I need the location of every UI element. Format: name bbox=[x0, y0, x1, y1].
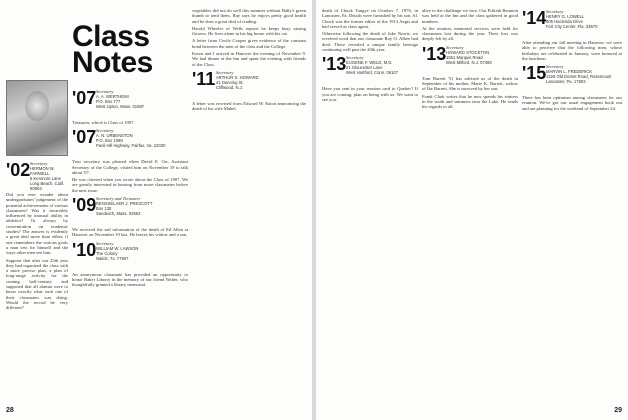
portrait-photo bbox=[6, 80, 68, 156]
note-paragraph: A letter from Cecile Cooper gives evidence of the constant bond between the men of the class and the College. bbox=[192, 38, 306, 49]
secretary-label: Secretary bbox=[446, 44, 464, 50]
address-line: 1226 Old Dorset Road, Rosemount bbox=[546, 74, 612, 80]
address-line: A. N. URBENSTON bbox=[96, 133, 133, 139]
secretary-label: Secretary and Treasurer bbox=[96, 196, 141, 202]
left-page bbox=[0, 0, 312, 420]
left-column-2 bbox=[72, 88, 188, 398]
class-year-heading bbox=[522, 63, 622, 93]
class-year-heading bbox=[322, 54, 418, 84]
secretary-label: Secretary bbox=[546, 9, 564, 14]
secretary-address bbox=[30, 161, 68, 191]
class-year: '15 bbox=[522, 63, 547, 84]
secretary-address bbox=[546, 64, 622, 84]
secretary-address bbox=[96, 128, 188, 148]
address-line: Fort City Center, Fla. 33570 bbox=[546, 24, 598, 29]
secretary-address bbox=[216, 70, 306, 90]
secretary-label: Secretary bbox=[346, 55, 364, 61]
note-paragraph: Have you sent in your reunion card to Quebec? If you are coming, plan on being with us. We want to see you. bbox=[322, 86, 418, 102]
class-year: '07 bbox=[72, 88, 97, 108]
right-column-1 bbox=[322, 8, 418, 398]
note-paragraph: At the reunion, memorial services were held for classmates lost during the year. Their loss was deeply felt by all. bbox=[422, 25, 518, 42]
class-year-heading bbox=[6, 160, 68, 190]
address-line: 41 Dunning St. bbox=[216, 79, 244, 85]
class-year-heading bbox=[72, 127, 188, 157]
class-year-heading bbox=[192, 69, 306, 99]
address-line: 21 Gloucester Lane bbox=[346, 65, 383, 71]
address-line: Cliffwood, N.J. bbox=[216, 84, 243, 90]
address-line: West Milford, N.J. 07480 bbox=[446, 59, 492, 65]
class-year-heading bbox=[72, 88, 188, 118]
page-number-left: 28 bbox=[6, 407, 14, 414]
note-paragraph: A letter was received from Edward W. Eaton announcing the death of his wife Mabel. bbox=[192, 100, 306, 112]
secretary-address bbox=[96, 89, 188, 109]
address-line: West Hartford, Conn. 06107 bbox=[346, 70, 399, 76]
class-year: '11 bbox=[192, 68, 216, 89]
note-paragraph: An anonymous classmate has provided an opportunity to honor Baker Library in the memory of our friend Walter, who thoughtfully granted a library memorial. bbox=[72, 271, 188, 288]
address-line: The Colony bbox=[96, 250, 118, 256]
address-line: EUGENE F. WELD, M.D. bbox=[346, 60, 393, 66]
secretary-label: Secretary bbox=[96, 240, 114, 246]
address-line: Paoli Hill Highway, Fairfax, Va. 22030 bbox=[96, 143, 166, 149]
left-column-1 bbox=[6, 160, 68, 398]
class-year: '13 bbox=[322, 54, 347, 75]
address-line: Lancaster, Pa. 17603 bbox=[546, 79, 586, 85]
note-paragraph: Frank Clark writes that he now spends his winters in the south and summers near the Lake. He sends his regards to all. bbox=[422, 93, 518, 110]
left-column-3 bbox=[192, 8, 306, 398]
note-paragraph: alive to the challenge we face. Our Fiftieth Reunion was held at the Inn and the class gathered in good numbers. bbox=[422, 8, 518, 24]
secretary-label: Secretary bbox=[30, 161, 48, 166]
secretary-address bbox=[446, 45, 518, 65]
note-paragraph: Otherwise following the death of Jake Norris, we received word that our classmate Roy O. Albee had died. These revealed a unique family heritage continuing well past the 20th year. bbox=[322, 31, 418, 53]
class-year-heading bbox=[72, 195, 188, 225]
class-year: '09 bbox=[72, 195, 97, 216]
address-line: 905 Hacienda Drive bbox=[546, 19, 583, 24]
address-line: 5 Kenmore Lane bbox=[30, 176, 61, 181]
note-paragraph: Treasurer, which is Class of 1907. bbox=[72, 120, 135, 125]
address-line: P.O. Box 777 bbox=[96, 99, 121, 104]
note-paragraph: We received the sad information of the death of Ed Allen at Hanover on November 19 last. He leaves his widow and a son. bbox=[72, 227, 188, 238]
secretary-label: Secretary bbox=[96, 89, 114, 94]
class-year-heading bbox=[422, 44, 518, 74]
address-line: P.O. Box 1098 bbox=[96, 138, 123, 144]
address-line: Sandwich, Mass. 02563 bbox=[96, 211, 141, 217]
address-line: WILLIAM W. LAWSON bbox=[96, 245, 139, 251]
note-paragraph: There has been optimism among classmates for our reunion. We've got our usual engagement book out and are planning for the weekend of September 24. bbox=[522, 95, 622, 111]
class-year-heading bbox=[522, 8, 622, 38]
class-year: '07 bbox=[72, 127, 97, 148]
note-paragraph: Karen and I arrived in Hanover the evening of November 9. We had dinner at the Inn and spent the evening with friends of the Class. bbox=[192, 51, 306, 67]
note-paragraph: He was cheered when you wrote about the Class of 1907. We are greatly interested in hearing from more classmates before the next issue. bbox=[72, 177, 188, 193]
secretary-label: Secretary bbox=[546, 64, 564, 70]
secretary-label: Secretary bbox=[216, 69, 234, 75]
secretary-label: Secretary bbox=[96, 128, 114, 134]
secretary-address bbox=[96, 241, 188, 261]
note-paragraph: Your secretary was pleased when David E. Orr, Assistant Secretary of the College, visited him on November 19 to talk about '07. bbox=[72, 159, 188, 175]
address-line: MARVIN L. FREDERICK bbox=[546, 69, 593, 75]
address-line: HERMON W. FARWELL bbox=[30, 166, 55, 176]
note-paragraph: After attending our fall meeting in Hanover, we were able to perceive that the following men, whose birthdays are celebrated in January, were honored at the luncheon. bbox=[522, 40, 622, 61]
section-title: Class Notes bbox=[72, 20, 153, 79]
address-line: West Upton, Mass. 01587 bbox=[96, 104, 145, 109]
class-year: '02 bbox=[6, 160, 31, 180]
right-column-2 bbox=[422, 8, 518, 398]
secretary-address bbox=[546, 9, 622, 29]
address-line: RENSSELAER J. PRESCOTT bbox=[96, 201, 153, 207]
right-page bbox=[316, 0, 628, 420]
address-line: ARTHUR S. HOWARD bbox=[216, 74, 259, 80]
right-column-3 bbox=[522, 8, 622, 398]
class-year: '14 bbox=[522, 8, 547, 28]
class-year: '10 bbox=[72, 239, 97, 260]
note-paragraph: Harold Wheeler of Wells reports he keeps busy raising flowers. He lives alone in his big house with his cat. bbox=[192, 25, 306, 37]
address-line: Natick, Tx. 77907 bbox=[96, 255, 129, 261]
note-paragraph: vegetables did not do well this summer without Bally's green thumb to tend them. Ray says he enjoys pretty good health and he does a great deal of reading. bbox=[192, 8, 306, 24]
secretary-address bbox=[96, 196, 188, 216]
note-paragraph: Suppose that after our 25th year they had organized the class with a more precise plan, a plan of long-range activity for the coming half-century and supposed that all alumni were to know exactly what each one of their classmates was doing. Would the record be very different? bbox=[6, 257, 68, 311]
address-line: A. A. WERTHEIM bbox=[96, 94, 129, 99]
secretary-address bbox=[346, 55, 418, 75]
address-line: Box 135 bbox=[96, 206, 112, 212]
note-paragraph: Did you ever wonder about undergraduates' judgement of the potential achievements of various classmates? Was it invariably influenced by unusual ability in athletics? Or always by concentration on academic studies? The answer is evidently a great deal more than either, if one remembers the various goals a man sets for himself and the ways other men see him. bbox=[6, 192, 68, 256]
class-year: '13 bbox=[422, 43, 447, 64]
note-paragraph: death of Chuck Tangye on October 7, 1976, in Lancaster, Pa. Details were furnished by his son, Al. Chuck was the former editor of the 1913 Aegis and had served as class agent. bbox=[322, 8, 418, 29]
masthead bbox=[72, 20, 192, 84]
address-line: HENRY G. LOWELL bbox=[546, 14, 585, 19]
address-line: 1551 Marquis Road bbox=[446, 54, 483, 60]
address-line: Long Beach, Calif. 90803 bbox=[30, 181, 65, 191]
page-number-right: 29 bbox=[614, 407, 622, 414]
note-paragraph: Tom Barrett '51 has advised us of the death in September of his mother, Marie K. Barrett, widow of Ike Barrett. She is survived by her son. bbox=[422, 75, 518, 92]
class-year-heading bbox=[72, 240, 188, 270]
address-line: HOWARD STOCKTON bbox=[446, 49, 490, 55]
